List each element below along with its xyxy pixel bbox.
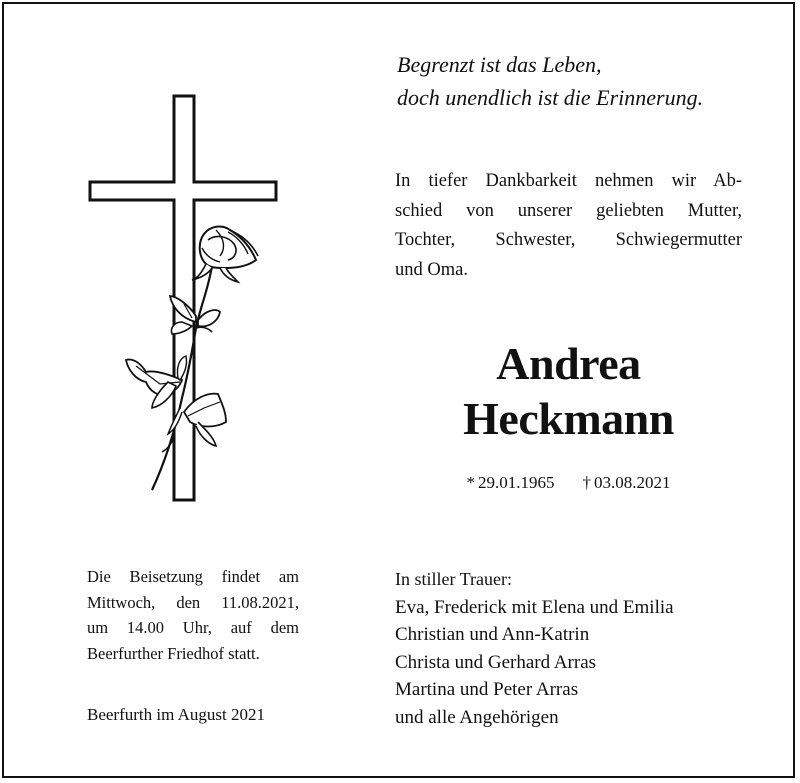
life-dates xyxy=(395,473,742,493)
mourners-list xyxy=(395,566,755,731)
place-and-date: Beerfurth im August 2021 xyxy=(87,705,266,724)
motto-line: doch unendlich ist die Erinnerung. xyxy=(397,85,704,110)
birth-date: 29.01.1965 xyxy=(478,473,555,492)
burial-line: Beerfurther Friedhof statt. xyxy=(87,643,260,663)
motto-line: Begrenzt ist das Leben, xyxy=(397,52,602,77)
mourner-entry: Christa und Gerhard Arras xyxy=(395,651,597,673)
cross-with-rose-icon xyxy=(80,90,290,510)
first-name: Andrea xyxy=(496,338,641,389)
birth-star-icon: * xyxy=(466,473,475,492)
burial-info xyxy=(87,564,299,666)
mourner-entry: Eva, Frederick mit Elena und Emilia xyxy=(395,596,674,618)
intro-line: und Oma. xyxy=(395,259,468,280)
intro-line: In tiefer Dankbarkeit nehmen wir Ab- xyxy=(395,171,742,191)
last-name: Heckmann xyxy=(463,393,674,444)
death-date: 03.08.2021 xyxy=(594,473,671,492)
mourners-heading: In stiller Trauer: xyxy=(395,569,512,589)
death-dagger-icon: † xyxy=(582,473,591,492)
deceased-name xyxy=(395,336,742,446)
burial-line: Die Beisetzung findet am xyxy=(87,567,299,586)
intro-text xyxy=(395,167,742,285)
burial-line: Mittwoch, den 11.08.2021, xyxy=(87,592,299,612)
intro-line: schied von unserer geliebten Mutter, xyxy=(395,200,742,221)
mourner-entry: Martina und Peter Arras xyxy=(395,679,579,700)
burial-line: um 14.00 Uhr, auf dem xyxy=(87,618,299,637)
mourner-entry: und alle Angehörigen xyxy=(395,706,559,728)
intro-line: Tochter, Schwester, Schwiegermutter xyxy=(395,230,742,250)
mourner-entry: Christian und Ann-Katrin xyxy=(395,624,590,645)
memorial-motto xyxy=(397,48,777,114)
